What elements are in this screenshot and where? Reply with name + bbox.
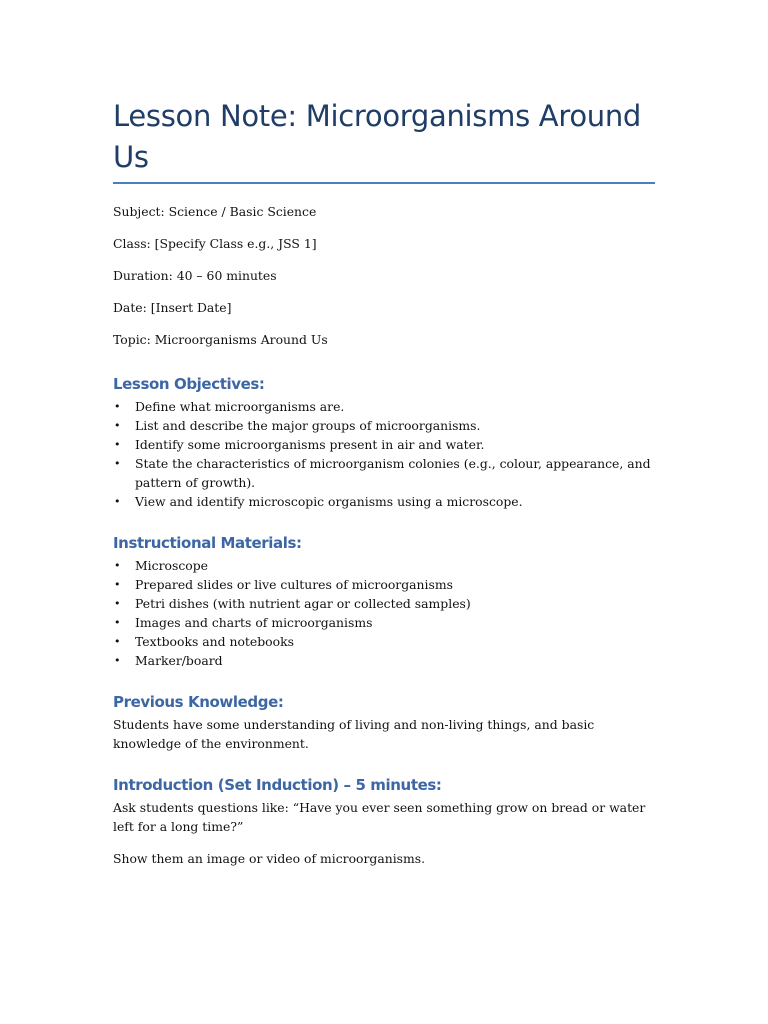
list-item-text: Textbooks and notebooks	[135, 634, 294, 649]
list-item	[113, 613, 655, 632]
previous-knowledge-heading: Previous Knowledge:	[113, 693, 284, 711]
bullet-icon: •	[114, 616, 121, 629]
section-previous-knowledge	[113, 692, 655, 753]
list-item	[113, 556, 655, 575]
lesson-meta	[113, 204, 655, 364]
materials-list	[113, 556, 655, 670]
list-item	[113, 492, 655, 511]
bullet-icon: •	[114, 400, 121, 413]
document-title: Lesson Note: Microorganisms Around Us	[113, 96, 655, 184]
introduction-paragraph: Ask students questions like: “Have you ever seen something grow on bread or water left for a long time?”	[113, 800, 646, 834]
list-item	[113, 397, 655, 416]
bullet-icon: •	[114, 495, 121, 508]
bullet-icon: •	[114, 597, 121, 610]
list-item-text: View and identify microscopic organisms using a microscope.	[135, 494, 523, 509]
list-item	[113, 651, 655, 670]
list-item-text: Prepared slides or live cultures of microorganisms	[135, 577, 453, 592]
materials-heading: Instructional Materials:	[113, 534, 302, 552]
bullet-icon: •	[114, 559, 121, 572]
objectives-list	[113, 397, 655, 511]
meta-date: Date: [Insert Date]	[113, 300, 232, 315]
section-objectives	[113, 374, 655, 511]
introduction-heading: Introduction (Set Induction) – 5 minutes:	[113, 776, 442, 794]
meta-subject: Subject: Science / Basic Science	[113, 204, 317, 219]
list-item	[113, 416, 655, 435]
meta-class: Class: [Specify Class e.g., JSS 1]	[113, 236, 317, 251]
bullet-icon: •	[114, 457, 121, 470]
list-item-text: Identify some microorganisms present in air and water.	[135, 437, 485, 452]
objectives-heading: Lesson Objectives:	[113, 375, 265, 393]
section-materials	[113, 533, 655, 670]
bullet-icon: •	[114, 419, 121, 432]
bullet-icon: •	[114, 578, 121, 591]
list-item-text: List and describe the major groups of microorganisms.	[135, 418, 481, 433]
meta-duration: Duration: 40 – 60 minutes	[113, 268, 277, 283]
bullet-icon: •	[114, 635, 121, 648]
list-item	[113, 454, 655, 492]
list-item-text: Marker/board	[135, 653, 223, 668]
list-item	[113, 594, 655, 613]
list-item	[113, 575, 655, 594]
list-item-text: Define what microorganisms are.	[135, 399, 345, 414]
list-item-text: Petri dishes (with nutrient agar or collected samples)	[135, 596, 471, 611]
meta-topic: Topic: Microorganisms Around Us	[113, 332, 328, 347]
introduction-paragraph: Show them an image or video of microorganisms.	[113, 851, 426, 866]
bullet-icon: •	[114, 654, 121, 667]
list-item-text: State the characteristics of microorganism colonies (e.g., colour, appearance, and pattern of growth).	[135, 456, 651, 490]
list-item	[113, 632, 655, 651]
list-item-text: Images and charts of microorganisms	[135, 615, 373, 630]
section-introduction	[113, 775, 655, 868]
bullet-icon: •	[114, 438, 121, 451]
list-item	[113, 435, 655, 454]
previous-knowledge-text: Students have some understanding of living and non-living things, and basic knowledge of the environment.	[113, 717, 595, 751]
document-page	[113, 96, 655, 868]
list-item-text: Microscope	[135, 558, 208, 573]
